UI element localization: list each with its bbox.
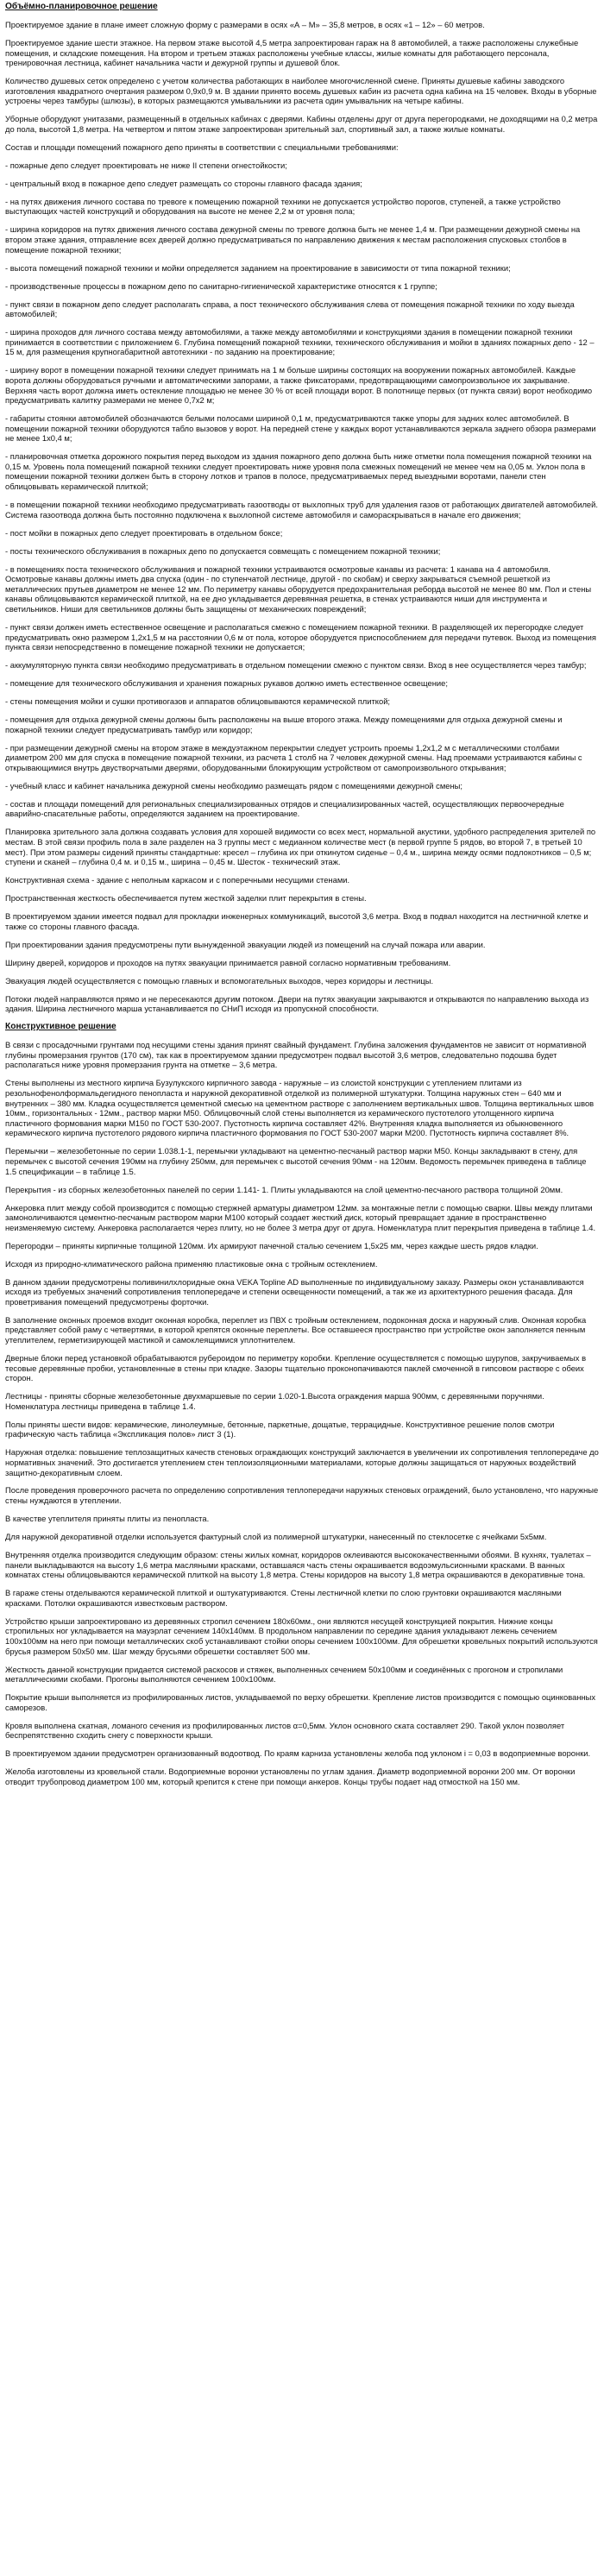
paragraph: - ширина проходов для личного состава между автомобилями, а также между автомобилями и конструкциями здания в помещении пожарной техники принимается в соответствии с приложением 6. Глубина помещений пожарной техники, технического обслуживания и мойки в зданиях пожарных депо - 12 – 15 м, для размещения крупногабаритной автотехники - по заданию на проектирование; — [5, 327, 595, 357]
paragraph: В проектируемом здании предусмотрен организованный водоотвод. По краям карниза установлены желоба под уклоном i = 0,03 в водоприемные воронки. — [5, 1748, 591, 1759]
paragraph: Конструктивная схема - здание с неполным каркасом и с поперечными несущими стенами. — [5, 875, 350, 885]
paragraph: Потоки людей направляются прямо и не пересекаются другим потоком. Двери на путях эвакуации закрываются и открываются по направлению выхода из здания. Ширина лестничного марша устанавливается по СНиП исходя из пропускной способности. — [5, 993, 589, 1014]
paragraph: - центральный вход в пожарное депо следует размещать со стороны главного фасада здания; — [5, 178, 362, 188]
paragraph: После проведения проверочного расчета по определению сопротивления теплопередачи наружных стеновых ограждений, было установлено, что наружные стены нуждаются в утеплении. — [5, 1485, 599, 1506]
paragraph: - высота помещений пожарной техники и мойки определяется заданием на проектирование в зависимости от типа пожарной техники; — [5, 262, 511, 273]
paragraph: Для наружной декоративной отделки используется фактурный слой из полимерной штукатурки, нанесенный по стеклосетке с ячейками 5х5мм. — [5, 1532, 547, 1542]
paragraph: Полы приняты шести видов: керамические, линолеумные, бетонные, паркетные, дощатые, террацидные. Конструктивное решение полов смотри графическую часть таблица «Экспликация полов» лист 3 (1). — [5, 1419, 555, 1439]
paragraph: - производственные процессы в пожарном депо по санитарно-гигиенической характеристике относятся к 1 группе; — [5, 280, 437, 291]
paragraph: - пожарные депо следует проектировать не ниже II степени огнестойкости; — [5, 160, 287, 170]
paragraph: В проектируемом здании имеется подвал для прокладки инженерных коммуникаций, высотой 3,6 метра. Вход в подвал находится на лестничной клетке и также со стороны главного фасада. — [5, 911, 588, 931]
paragraph: Состав и площади помещений пожарного депо приняты в соответствии с специальными требованиями: — [5, 142, 399, 152]
paragraph: Наружная отделка: повышение теплозащитных качеств стеновых ограждающих конструкций заключается в увеличении их сопротивления теплопередаче до нормативных значений. Это достигается утеплением стен теплоизоляционными материалами, которые должны защищаться от наружных воздействий защитно-декоративным слоем. — [5, 1447, 599, 1477]
paragraph: Перегородки – приняты кирпичные толщиной 120мм. Их армируют пачечной сталью сечением 1,5х25 мм, через каждые шесть рядов кладки. — [5, 1240, 538, 1250]
paragraph: Анкеровка плит между собой производится с помощью стержней арматуры диаметром 12мм. за монтажные петли с помощью сварки. Швы между плитами замоноличиваются цементно-песчаным раствором марки М100 который создает жесткий диск, который превращает здание в пространственно неизменяемую систему. Анкеровка располагается через плиту, но не более 3 метра друг от друга. Номенклатура плит перекрытия приведена в таблице 1.4. — [5, 1202, 596, 1232]
paragraph: Желоба изготовлены из кровельной стали. Водоприемные воронки установлены по углам здания. Диаметр водоприемной воронки 200 мм. От воронки отводит трубопровод диаметром 100 мм, который крепится к стене при помощи анкеров. Концы трубы подает над отмосткой на 150 мм. — [5, 1767, 576, 1786]
paragraph: Лестницы - приняты сборные железобетонные двухмаршевые по серии 1.020-1.Высота ограждения марша 900мм, с деревянными поручнями. Номенклатура лестницы приведена в таблице 1.4. — [5, 1391, 544, 1411]
paragraph: Жесткость данной конструкции придается системой раскосов и стяжек, выполненных сечением 50х100мм и соединённых с прогоном и стропилами металлическими скобами. Прогоны выполняются сечением 100х100мм. — [5, 1664, 563, 1685]
paragraph: - стены помещения мойки и сушки противогазов и аппаратов облицовываются керамической плиткой; — [5, 696, 391, 707]
paragraph: - состав и площади помещений для региональных специализированных отрядов и специализированных частей, осуществляющих первоочередные аварийно-спасательные работы, определяются заданием на проектирование. — [5, 798, 564, 819]
paragraph: - ширину ворот в помещении пожарной техники следует принимать на 1 м больше ширины состоящих на вооружении пожарных автомобилей. Каждые ворота должны оборудоваться ручными и автоматическими запорами, а также фиксаторами, предотвращающими самопроизвольное их закрывание. Верхняя часть ворот должна иметь остекление площадью не менее 30 % от всей площади ворот. В полотнище первых (от пункта связи) ворот необходимо предусматривать калитку размерами не менее 0,7х2 м; — [5, 365, 593, 406]
paragraph: Проектируемое здание шести этажное. На первом этаже высотой 4,5 метра запроектирован гараж на 8 автомобилей, а также расположены служебные помещения, и складские помещения. На втором и третьем этажах расположены учебные классы, жилые комнаты для работающего персонала, тренировочная лестница, кабинет начальника части и дежурной группы и душевой блок. — [5, 37, 579, 68]
paragraph: Перекрытия - из сборных железобетонных панелей по серии 1.141- 1. Плиты укладываются на слой цементно-песчаного раствора толщиной 20мм. — [5, 1184, 563, 1194]
paragraph: Стены выполнены из местного кирпича Бузулукского кирпичного завода - наружные – из слоистой конструкции с утеплением плитами из резольнофенолформальдегидного пенопласта и наружной декоративной отделкой из полимерной штукатурки. Толщина наружных стен – 640 мм и внутренних – 380 мм. Кладка осуществляется цементной смесью на цементном растворе с заполнением вертикальных швов. Толщина вертикальных швов 10мм., горизонтальных - 12мм., раствор марки М50. Облицовочный слой стены выполняется из керамического пустотелого утолщенного кирпича пластичного формования марки М150 по ГОСТ 530-2007. Пустотность кирпича составляет 42%. Внутренняя кладка выполняется из обыкновенного керамического кирпича пустотелого рядового кирпича пластичного формования по ГОСТ 530-2007 марки М200. Пустотность кирпича составляет 8%. — [5, 1078, 595, 1138]
paragraph: Исходя из природно-климатического района применяю пластиковые окна с тройным остеклением. — [5, 1258, 378, 1269]
paragraph: В качестве утеплителя приняты плиты из пенопласта. — [5, 1514, 210, 1524]
paragraph: Проектируемое здание в плане имеет сложную форму с размерами в осях «А – М» – 35,8 метров, в осях «1 – 12» – 60 метров. — [5, 20, 485, 29]
section-title-construction: Конструктивное решение — [5, 1022, 116, 1032]
paragraph: - на путях движения личного состава по тревоге к помещению пожарной техники не допускается устройство порогов, ступеней, а также устройство выступающих частей конструкций и оборудования на высоте не менее 2,2 м от уровня пола; — [5, 196, 561, 217]
paragraph: - ширина коридоров на путях движения личного состава дежурной смены по тревоге должна быть не менее 1,4 м. При размещении дежурной смены на втором этаже здания, отправление всех дверей должно предусматриваться по направлению движения к местам расположения спусковых столбов в помещение пожарной техники; — [5, 224, 581, 255]
paragraph: - учебный класс и кабинет начальника дежурной смены необходимо размещать рядом с помещениями дежурной смены; — [5, 780, 463, 790]
paragraph: - в помещении пожарной техники необходимо предусматривать газоотводы от выхлопных труб для удаления газов от работающих двигателей автомобилей. Система газоотвода должна быть постоянно подключена к выхлопной системе автомобиля и самораскрываться в начале его движения; — [5, 500, 598, 520]
paragraph: В заполнение оконных проемов входит оконная коробка, переплет из ПВХ с тройным остеклением, подоконная доска и наружный слив. Оконная коробка представляет собой раму с четвертями, в которой крепятся оконные переплеты. Все оставшееся пространство при устройстве окон заполняется пенным утеплителем, герметизирующей мастикой и самоклеящимися уплотнителем. — [5, 1314, 587, 1345]
section-construction-body — [5, 1040, 599, 1786]
paragraph: В данном здании предусмотрены поливинилхлоридные окна VEKA Topline AD выполненные по индивидуальному заказу. Размеры окон устанавливаются исходя из требуемых значений сопротивления теплопередаче и степени освещенности помещений, а так же из архитектурного решения фасада. Для проветривания помещений предусмотрены форточки. — [5, 1276, 584, 1307]
paragraph: - в помещениях поста технического обслуживания и пожарной техники устраиваются осмотровые канавы из расчета: 1 канава на 4 автомобиля. Осмотровые канавы должны иметь два спуска (один - по ступенчатой лестнице, другой - по скобам) и сверху закрываться съемной решеткой из металлических прутьев диаметром не менее 12 мм. По периметру канавы оборудуется предохранительная реборда высотой не менее 80 мм. Пол и стены канавы облицовываются керамической плиткой, на ее дно укладывается деревянная решетка, в стенах устраиваются ниши для инструмента и светильников. Ниши для светильников должны быть защищены от механических повреждений; — [5, 564, 592, 614]
paragraph: - аккумуляторную пункта связи необходимо предусматривать в отдельном помещении смежно с пунктом связи. Вход в нее осуществляется через тамбур; — [5, 660, 587, 671]
paragraph: - пост мойки в пожарных депо следует проектировать в отдельном боксе; — [5, 527, 283, 538]
paragraph: - помещения для отдыха дежурной смены должны быть расположены на выше второго этажа. Между помещениями для отдыха дежурной смены и пожарной техники следует предусматривать тамбур или коридор; — [5, 715, 563, 734]
paragraph: - помещение для технического обслуживания и хранения пожарных рукавов должно иметь естественное освещение; — [5, 678, 448, 689]
paragraph: Перемычки – железобетонные по серии 1.038.1-1, перемычки укладывают на цементно-песчаный раствор марки М50. Концы закладывают в стену, для перемычек с высотой сечения 190мм на глубину 250мм, для перемычек с высотой сечения 90мм - на 120мм. Ведомость перемычек приведена в таблице 1.5 спецификации – в таблице 1.5. — [5, 1146, 587, 1176]
paragraph: Количество душевых сеток определено с учетом количества работающих в наиболее многочисленной смене. Приняты душевые кабины заводского изготовления квадратного очертания размером 0,9х0,9 м. В здании принято восемь душевых кабин из расчета одна кабина на 15 человек. Входы в уборные устроены через тамбуры (шлюзы), в которых размещаются умывальники из расчета один умывальник на четыре кабины. — [5, 76, 597, 106]
paragraph: Ширину дверей, коридоров и проходов на путях эвакуации принимается равной согласно нормативным требованиям. — [5, 957, 451, 967]
paragraph: Планировка зрительного зала должна создавать условия для хорошей видимости со всех мест, нормальной акустики, удобного распределения зрителей по местам. В этой связи профиль пола в зале разделен на 3 группы мест с медианном количестве мест (в первой группе 5 рядов, во второй 7, в третьей 10 мест). При этом размеры сидений приняты стандартные: кресел – глубина их при откинутом сиденье – 0,4 м., ширина между осями подлокотников – 0,5 м; ступени и сканей – глубина 0,4 м. и 0,15 м., ширина – 0,45 м. Шесток - технический этаж. — [5, 827, 596, 867]
paragraph: Внутренняя отделка производится следующим образом: стены жилых комнат, коридоров оклеиваются высококачественными обоями. В кухнях, туалетах – панели выкладываются на высоту 1,6 метра масляными красками, оставшаяся часть стены окрашивается водоэмульсионными красками. В ванных комнатах стены облицовываются керамической плиткой на высоту 1,8 метра. Стены коридоров на высоту 1,8 метра окрашиваются в декоративные тона. — [5, 1550, 591, 1580]
paragraph: Устройство крыши запроектировано из деревянных стропил сечением 180х60мм., они являются несущей конструкцией покрытия. Нижние концы стропильных ног укладывается на мауэрлат сечением 140х140мм. В продольном направлении по середине здания укладывают лежень сечением 100х100мм на него при помощи металлических скоб устанавливают стойки опоры сечением 100х100мм. Для обрешетки кровельных покрытий используются брусья размером 50х50 мм. Шаг между брусьями обрешетки составляет 500 мм. — [5, 1616, 598, 1656]
paragraph: В связи с просадочными грунтами под несущими стены здания принят свайный фундамент. Глубина заложения фундаментов не зависит от нормативной глубины промерзания грунтов (170 см), так как в проектируемом здании предусмотрен подвал высотой 3,6 метров, следовательно подошва будет располагаться ниже уровня промерзания грунта на отметке – 3,6 метра. — [5, 1040, 587, 1070]
paragraph: В гараже стены отделываются керамической плиткой и оштукатуриваются. Стены лестничной клетки по слою грунтовки окрашиваются масляными красками. Потолки окрашиваются известковым раствором. — [5, 1588, 562, 1608]
section-title-planning: Объёмно-планировочное решение — [5, 2, 158, 11]
paragraph: Пространственная жесткость обеспечивается путем жесткой заделки плит перекрытия в стены. — [5, 893, 367, 904]
paragraph: - пункт связи в пожарном депо следует располагать справа, а пост технического обслуживания слева от помещения пожарной техники по ходу выезда автомобилей; — [5, 299, 575, 319]
paragraph: - посты технического обслуживания в пожарных депо по допускается совмещать с помещением пожарной техники; — [5, 545, 441, 556]
paragraph: - пункт связи должен иметь естественное освещение и располагаться смежно с помещением пожарной техники. В разделяющей их перегородке следует предусматривать окно размером 1,2х1,5 м на расстоянии 0,6 м от пола, которое оборудуется приспособлением для передачи путевок. Выход из помещения пункта связи непосредственно в помещение пожарной техники не допускается; — [5, 621, 596, 652]
section-planning-body — [5, 20, 599, 1014]
paragraph: - габариты стоянки автомобилей обозначаются белыми полосами шириной 0,1 м, предусматриваются также упоры для задних колес автомобилей. В помещении пожарной техники оборудуются табло вызовов у ворот. На передней стене у каждых ворот устанавливаются зеркала заднего обзора размерами не менее 1х0,4 м; — [5, 413, 596, 444]
paragraph: Эвакуация людей осуществляется с помощью главных и вспомогательных выходов, через коридоры и лестницы. — [5, 975, 434, 986]
paragraph: Уборные оборудуют унитазами, размещенный в отдельных кабинах с дверями. Кабины отделены друг от друга перегородками, не доходящими на 0,2 метра до пола, высотой 1,8 метра. На четвертом и пятом этаже запроектирован зрительный зал, спортивный зал, а также жилые комнаты. — [5, 114, 598, 134]
paragraph: - при размещении дежурной смены на втором этаже в междуэтажном перекрытии следует устроить проемы 1,2х1,2 м с металлическими столбами диаметром 200 мм для спуска в помещение пожарной техники, из расчета 1 столб на 7 человек дежурной смены. Над проемами устраиваются кабины с открывающимися внутрь двустворчатыми дверями, оборудованными блокирующим устройством от самопроизвольного открывания; — [5, 742, 582, 772]
paragraph: - планировочная отметка дорожного покрытия перед выходом из здания пожарного депо должна быть ниже отметки пола помещения пожарной техники на 0,15 м. Уровень пола помещений пожарной техники следует проектировать ниже уровня пола смежных помещений не менее чем на 0,05 м. Уклон пола в помещении пожарной техники должен быть в сторону лотков и трапов в полосе, предусматриваемых перед выездными воротами, панели стен облицовывать керамической плиткой; — [5, 451, 592, 492]
paragraph: Кровля выполнена скатная, ломаного сечения из профилированных листов α=0,5мм. Уклон основного ската составляет 290. Такой уклон позволяет беспрепятственно сходить снегу с поверхности крыши. — [5, 1720, 565, 1741]
paragraph: При проектировании здания предусмотрены пути вынужденной эвакуации людей из помещений на случай пожара или аварии. — [5, 939, 486, 949]
paragraph: Покрытие крыши выполняется из профилированных листов, укладываемой по верху обрешетки. Крепление листов производится с помощью оцинкованных саморезов. — [5, 1692, 596, 1712]
paragraph: Дверные блоки перед установкой обрабатываются рубероидом по периметру коробки. Крепление осуществляется с помощью шурупов, закручиваемых в тесовые деревянные пробки, установленные в стены при кладке. Зазоры тщательно проконопачиваются паклей смоченной в гипсовом растворе с обеих сторон. — [5, 1352, 587, 1383]
